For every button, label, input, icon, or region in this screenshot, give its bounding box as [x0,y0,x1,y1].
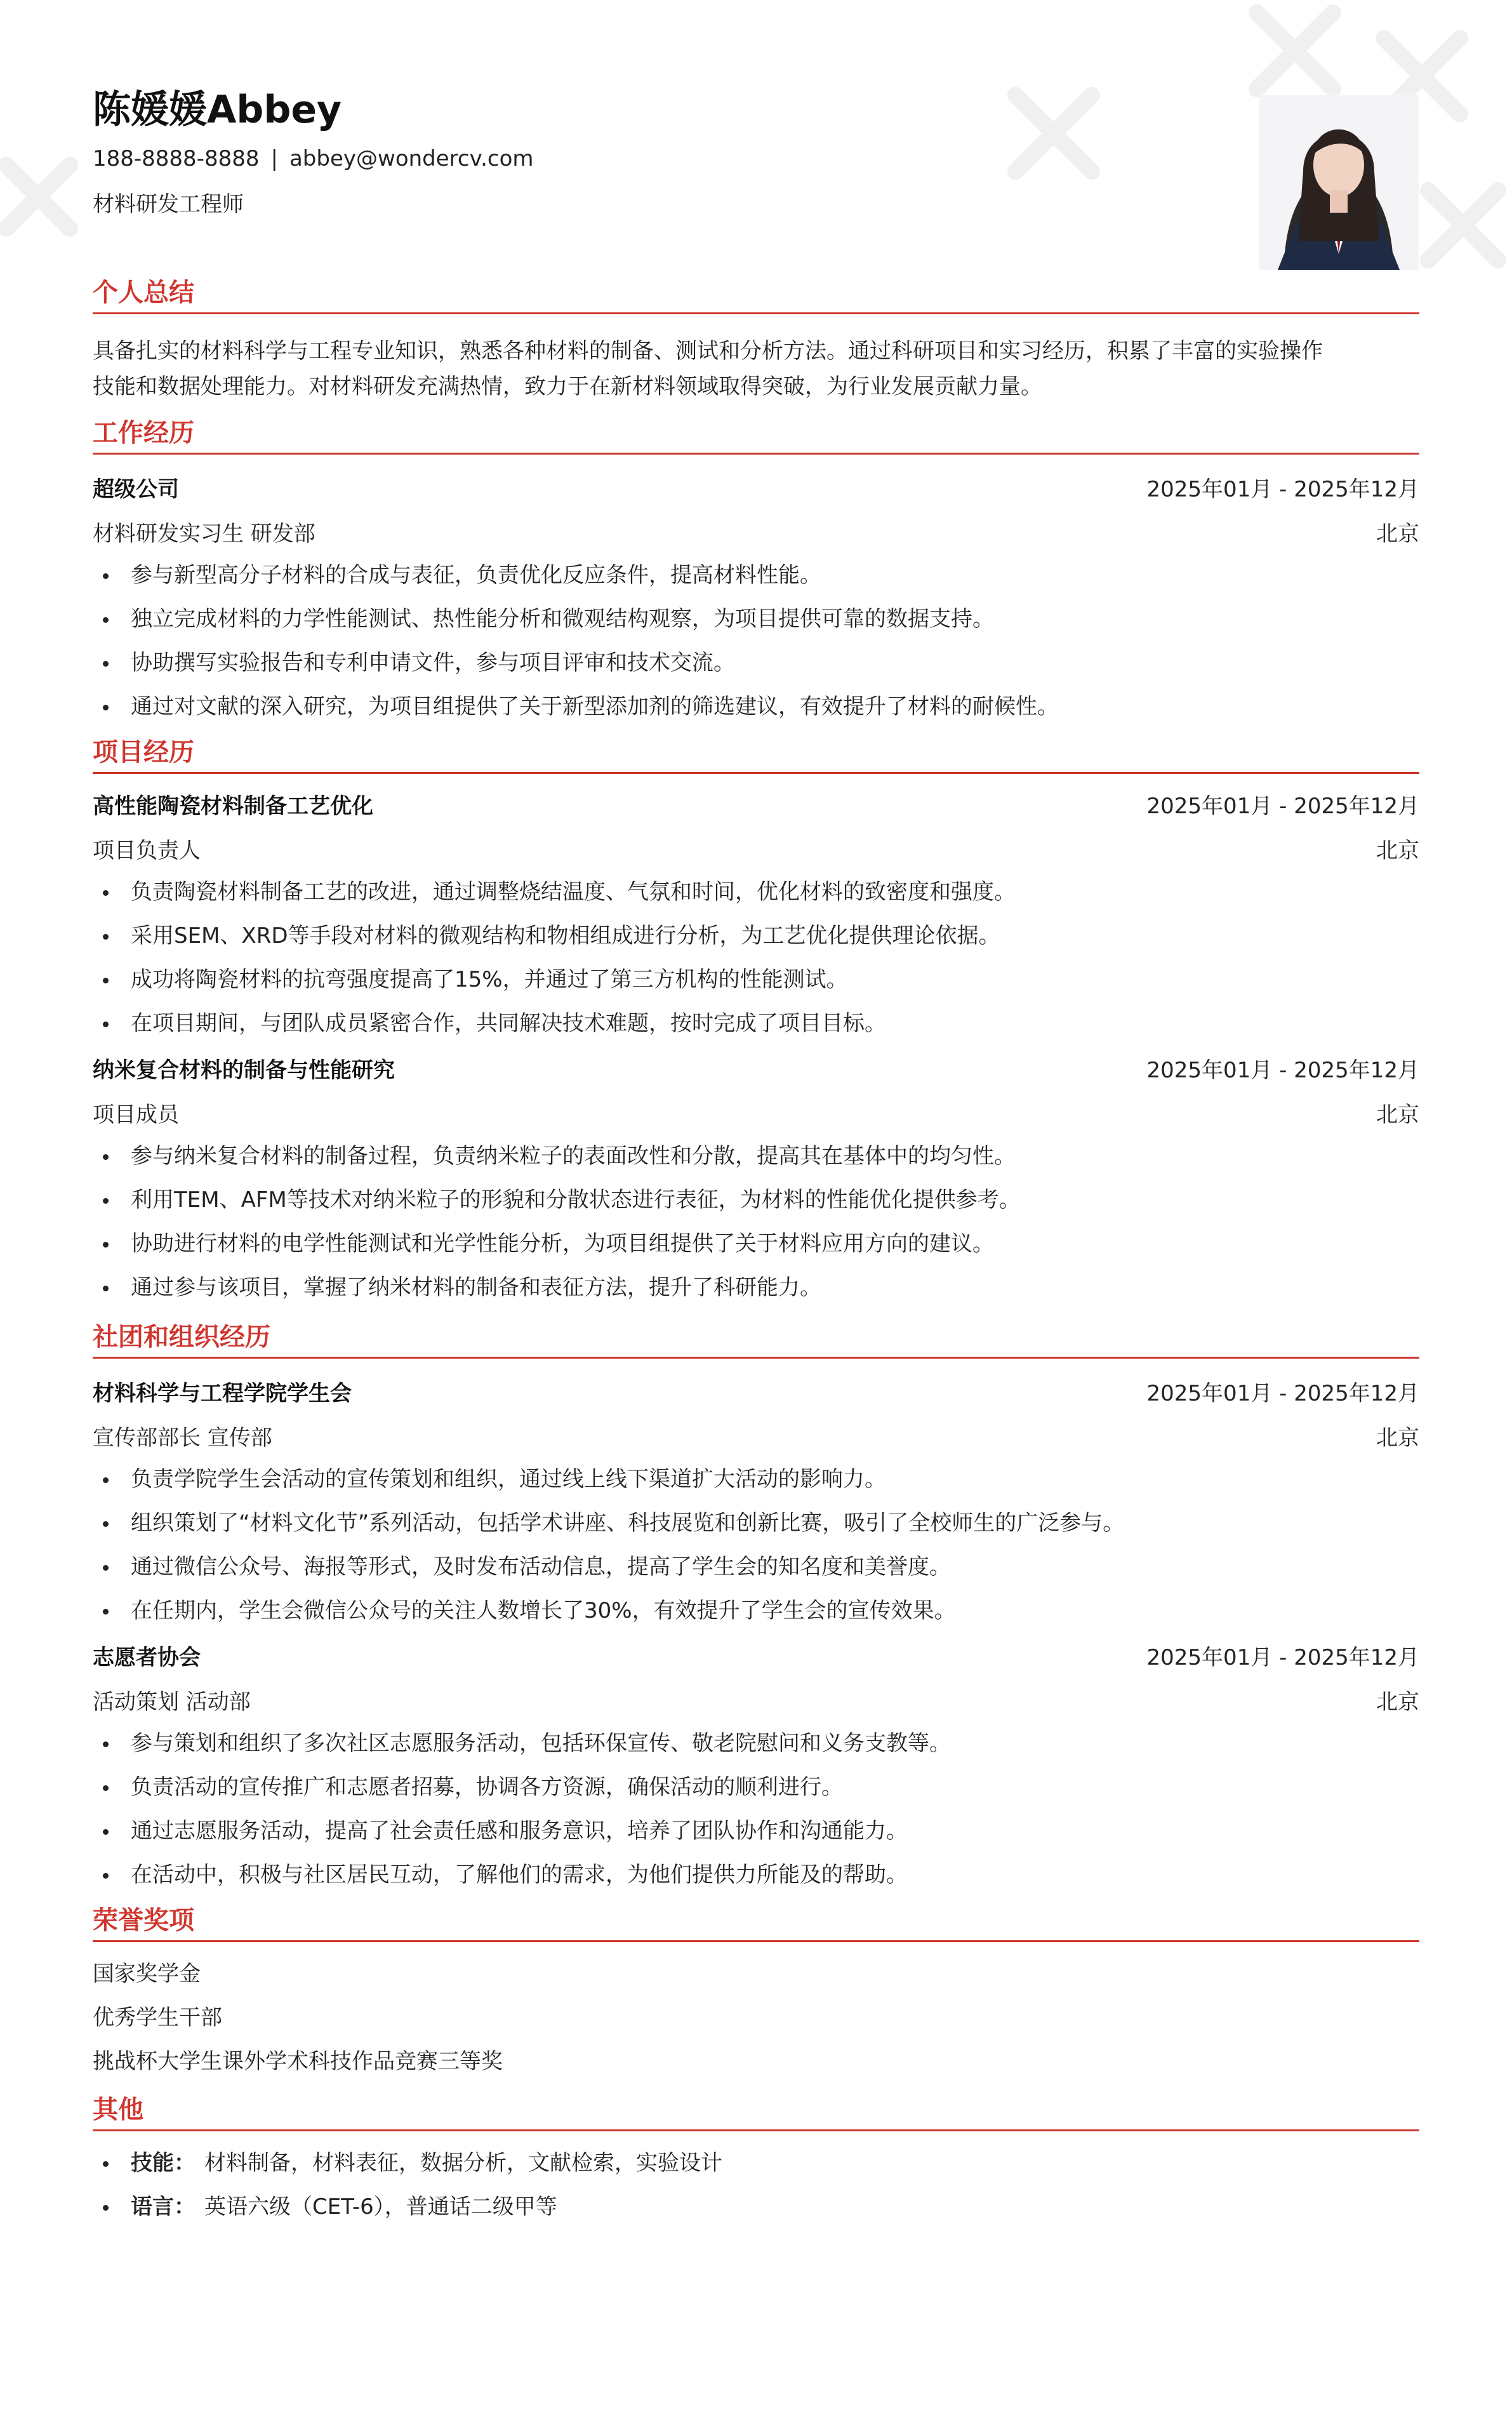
language-label: 语言： [131,2194,196,2220]
bullet-item: 协助进行材料的电学性能测试和光学性能分析，为项目组提供了关于材料应用方向的建议。 [93,1222,1419,1266]
entry-date: 2025年01月 - 2025年12月 [1146,1057,1419,1083]
language-value: 英语六级（CET-6），普通话二级甲等 [204,2194,557,2220]
entry-bullets [93,1458,1419,1633]
contact-line [93,146,534,171]
entry-location: 北京 [1376,1689,1419,1715]
bullet-item: 采用SEM、XRD等手段对材料的微观结构和物相组成进行分析，为工艺优化提供理论依据。 [93,914,1419,958]
target-role: 材料研发工程师 [93,192,244,217]
entry-role: 活动策划 活动部 [93,1689,251,1715]
work-entry [93,465,1419,729]
work-section [93,413,1419,729]
entry-org: 志愿者协会 [93,1644,201,1670]
club-entry [93,1369,1419,1633]
bullet-item: 在活动中，积极与社区居民互动，了解他们的需求，为他们提供力所能及的帮助。 [93,1853,1419,1897]
section-title-projects: 项目经历 [93,738,194,767]
section-divider [93,1940,1419,1942]
entry-bullets [93,1722,1419,1897]
email-address: abbey@wondercv.com [289,146,534,171]
section-title-summary: 个人总结 [93,278,194,307]
projects-section [93,733,1419,1310]
bullet-item: 在项目期间，与团队成员紧密合作，共同解决技术难题，按时完成了项目目标。 [93,1002,1419,1046]
entry-org: 超级公司 [93,476,179,502]
entry-date: 2025年01月 - 2025年12月 [1146,1380,1419,1406]
entry-role: 宣传部部长 宣传部 [93,1425,272,1451]
awards-section [93,1901,1419,2084]
contact-separator: | [270,146,278,171]
section-divider [93,453,1419,455]
section-title-other: 其他 [93,2095,143,2124]
bullet-item: 通过对文献的深入研究，为项目组提供了关于新型添加剂的筛选建议，有效提升了材料的耐候性。 [93,685,1419,729]
bullet-item: 通过志愿服务活动，提高了社会责任感和服务意识，培养了团队协作和沟通能力。 [93,1809,1419,1853]
bullet-item: 负责活动的宣传推广和志愿者招募，协调各方资源，确保活动的顺利进行。 [93,1766,1419,1809]
entry-bullets [93,1135,1419,1310]
bullet-item: 成功将陶瓷材料的抗弯强度提高了15%，并通过了第三方机构的性能测试。 [93,958,1419,1002]
language-item [93,2185,1419,2229]
bullet-item: 组织策划了“材料文化节”系列活动，包括学术讲座、科技展览和创新比赛，吸引了全校师生的广泛参与。 [93,1501,1419,1545]
profile-photo [1259,95,1419,270]
summary-line: 技能和数据处理能力。对材料研发充满热情，致力于在新材料领域取得突破，为行业发展贡献力量。 [93,374,1042,399]
other-section [93,2090,1419,2229]
bullet-item: 通过微信公众号、海报等形式，及时发布活动信息，提高了学生会的知名度和美誉度。 [93,1545,1419,1589]
candidate-name: 陈媛媛Abbey [93,88,342,132]
clubs-section [93,1317,1419,1897]
section-divider [93,312,1419,314]
skills-item [93,2141,1419,2185]
summary-text [93,333,1419,404]
bullet-item: 参与策划和组织了多次社区志愿服务活动，包括环保宣传、敬老院慰问和义务支教等。 [93,1722,1419,1766]
section-title-clubs: 社团和组织经历 [93,1322,270,1352]
section-title-work: 工作经历 [93,418,194,448]
entry-role: 材料研发实习生 研发部 [93,521,315,547]
bullet-item: 协助撰写实验报告和专利申请文件，参与项目评审和技术交流。 [93,641,1419,685]
skills-label: 技能： [131,2150,196,2176]
entry-org: 材料科学与工程学院学生会 [93,1380,352,1406]
award-item: 优秀学生干部 [93,2005,222,2030]
entry-org: 纳米复合材料的制备与性能研究 [93,1057,395,1083]
phone-number: 188-8888-8888 [93,146,260,171]
entry-location: 北京 [1376,837,1419,863]
resume-page [93,0,1419,2229]
bullet-item: 负责学院学生会活动的宣传策划和组织，通过线上线下渠道扩大活动的影响力。 [93,1458,1419,1501]
bullet-item: 在任期内，学生会微信公众号的关注人数增长了30%，有效提升了学生会的宣传效果。 [93,1589,1419,1633]
entry-org: 高性能陶瓷材料制备工艺优化 [93,793,373,819]
project-entry [93,1046,1419,1310]
resume-header [93,0,1419,273]
club-entry [93,1633,1419,1897]
entry-date: 2025年01月 - 2025年12月 [1146,793,1419,819]
bullet-item: 通过参与该项目，掌握了纳米材料的制备和表征方法，提升了科研能力。 [93,1266,1419,1310]
entry-bullets [93,554,1419,729]
summary-section [93,273,1419,404]
bullet-item: 参与纳米复合材料的制备过程，负责纳米粒子的表面改性和分散，提高其在基体中的均匀性。 [93,1135,1419,1178]
bullet-item: 负责陶瓷材料制备工艺的改进，通过调整烧结温度、气氛和时间，优化材料的致密度和强度。 [93,870,1419,914]
entry-location: 北京 [1376,1102,1419,1128]
section-title-awards: 荣誉奖项 [93,1906,194,1935]
summary-line: 具备扎实的材料科学与工程专业知识，熟悉各种材料的制备、测试和分析方法。通过科研项目和实习经历，积累了丰富的实验操作 [93,338,1323,364]
bullet-item: 参与新型高分子材料的合成与表征，负责优化反应条件，提高材料性能。 [93,554,1419,597]
project-entry [93,782,1419,1046]
entry-location: 北京 [1376,1425,1419,1451]
award-item: 挑战杯大学生课外学术科技作品竞赛三等奖 [93,2049,503,2074]
entry-date: 2025年01月 - 2025年12月 [1146,1644,1419,1670]
entry-role: 项目成员 [93,1102,179,1128]
other-list [93,2141,1419,2229]
section-divider [93,1357,1419,1359]
bullet-item: 独立完成材料的力学性能测试、热性能分析和微观结构观察，为项目提供可靠的数据支持。 [93,597,1419,641]
entry-date: 2025年01月 - 2025年12月 [1146,476,1419,502]
section-divider [93,772,1419,774]
bullet-item: 利用TEM、AFM等技术对纳米粒子的形貌和分散状态进行表征，为材料的性能优化提供参考。 [93,1178,1419,1222]
section-divider [93,2129,1419,2131]
entry-bullets [93,870,1419,1046]
entry-role: 项目负责人 [93,837,201,863]
entry-location: 北京 [1376,521,1419,547]
skills-value: 材料制备，材料表征，数据分析，文献检索，实验设计 [204,2150,722,2176]
award-item: 国家奖学金 [93,1961,201,1987]
